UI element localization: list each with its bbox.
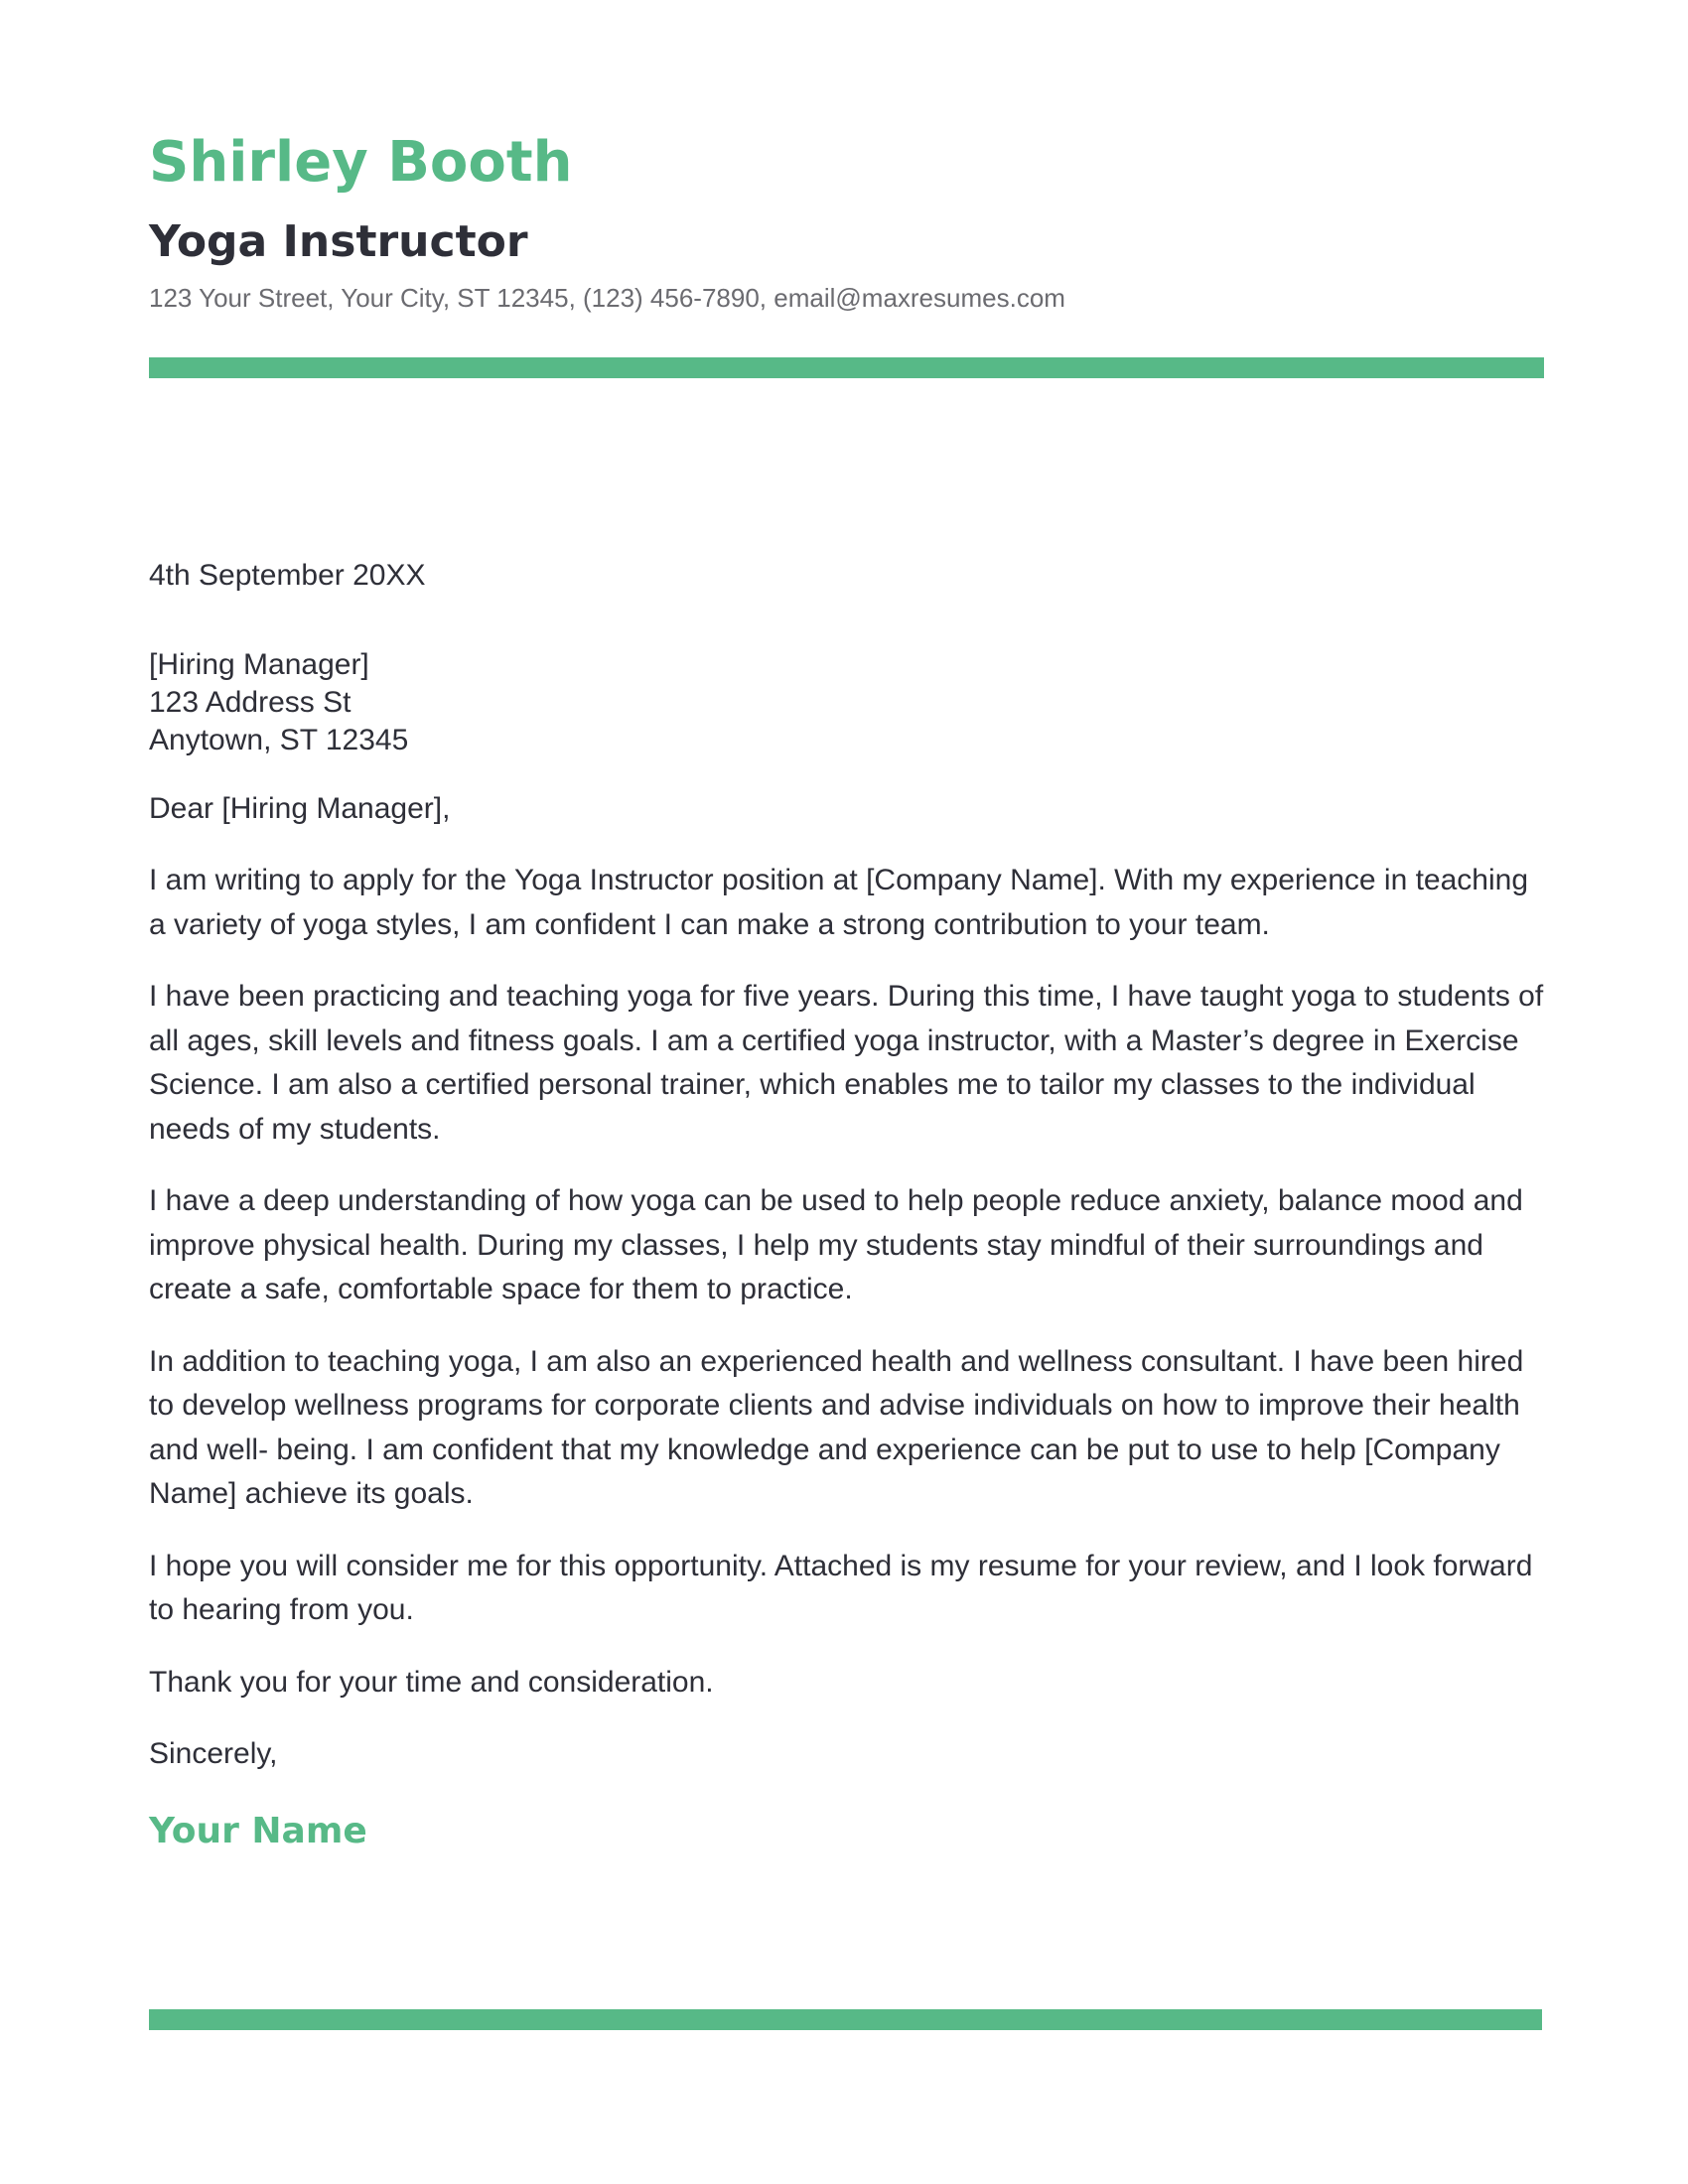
letter-paragraph: I have a deep understanding of how yoga can be used to help people reduce anxiety, balance mood and improve physical health. During my classes, I help my students stay mindful of their surroundings and create a safe, comfortable space for them to practice. — [149, 1184, 1523, 1305]
job-title: Yoga Instructor — [149, 216, 528, 267]
contact-info: 123 Your Street, Your City, ST 12345, (123) 456-7890, email@maxresumes.com — [149, 283, 1065, 313]
salutation: Dear [Hiring Manager], — [149, 791, 451, 825]
letter-paragraph: I have been practicing and teaching yoga for five years. During this time, I have taught yoga to students of all ages, skill levels and fitness goals. I am a certified yoga instructor, with a Master’s degree in Exercise Science. I am also a certified personal trainer, which enables me to tailor my classes to the individual needs of my students. — [149, 980, 1544, 1146]
letter-paragraph: I am writing to apply for the Yoga Instructor position at [Company Name]. With my experience in teaching a variety of yoga styles, I am confident I can make a strong contribution to your team. — [149, 864, 1529, 941]
letter-paragraph: In addition to teaching yoga, I am also an experienced health and wellness consultant. I have been hired to develop wellness programs for corporate clients and advise individuals on how to improve their health and well- being. I am confident that my knowledge and experience can be put to use to help [Company Name] achieve its goals. — [149, 1344, 1524, 1510]
recipient-line: 123 Address St — [149, 685, 352, 719]
letter-date: 4th September 20XX — [149, 559, 426, 592]
header-divider — [149, 357, 1544, 378]
recipient-address — [149, 646, 1549, 759]
letter-paragraph: Thank you for your time and consideration. — [149, 1665, 714, 1699]
letter-header — [149, 123, 1544, 318]
footer-divider — [149, 2009, 1542, 2030]
recipient-line: [Hiring Manager] — [149, 647, 369, 681]
recipient-line: Anytown, ST 12345 — [149, 723, 409, 756]
closing: Sincerely, — [149, 1737, 278, 1770]
applicant-name: Shirley Booth — [149, 130, 573, 195]
letter-body — [149, 554, 1549, 1858]
signature-name: Your Name — [149, 1810, 367, 1851]
letter-paragraph: I hope you will consider me for this opportunity. Attached is my resume for your review, and I look forward to hearing from you. — [149, 1549, 1533, 1626]
